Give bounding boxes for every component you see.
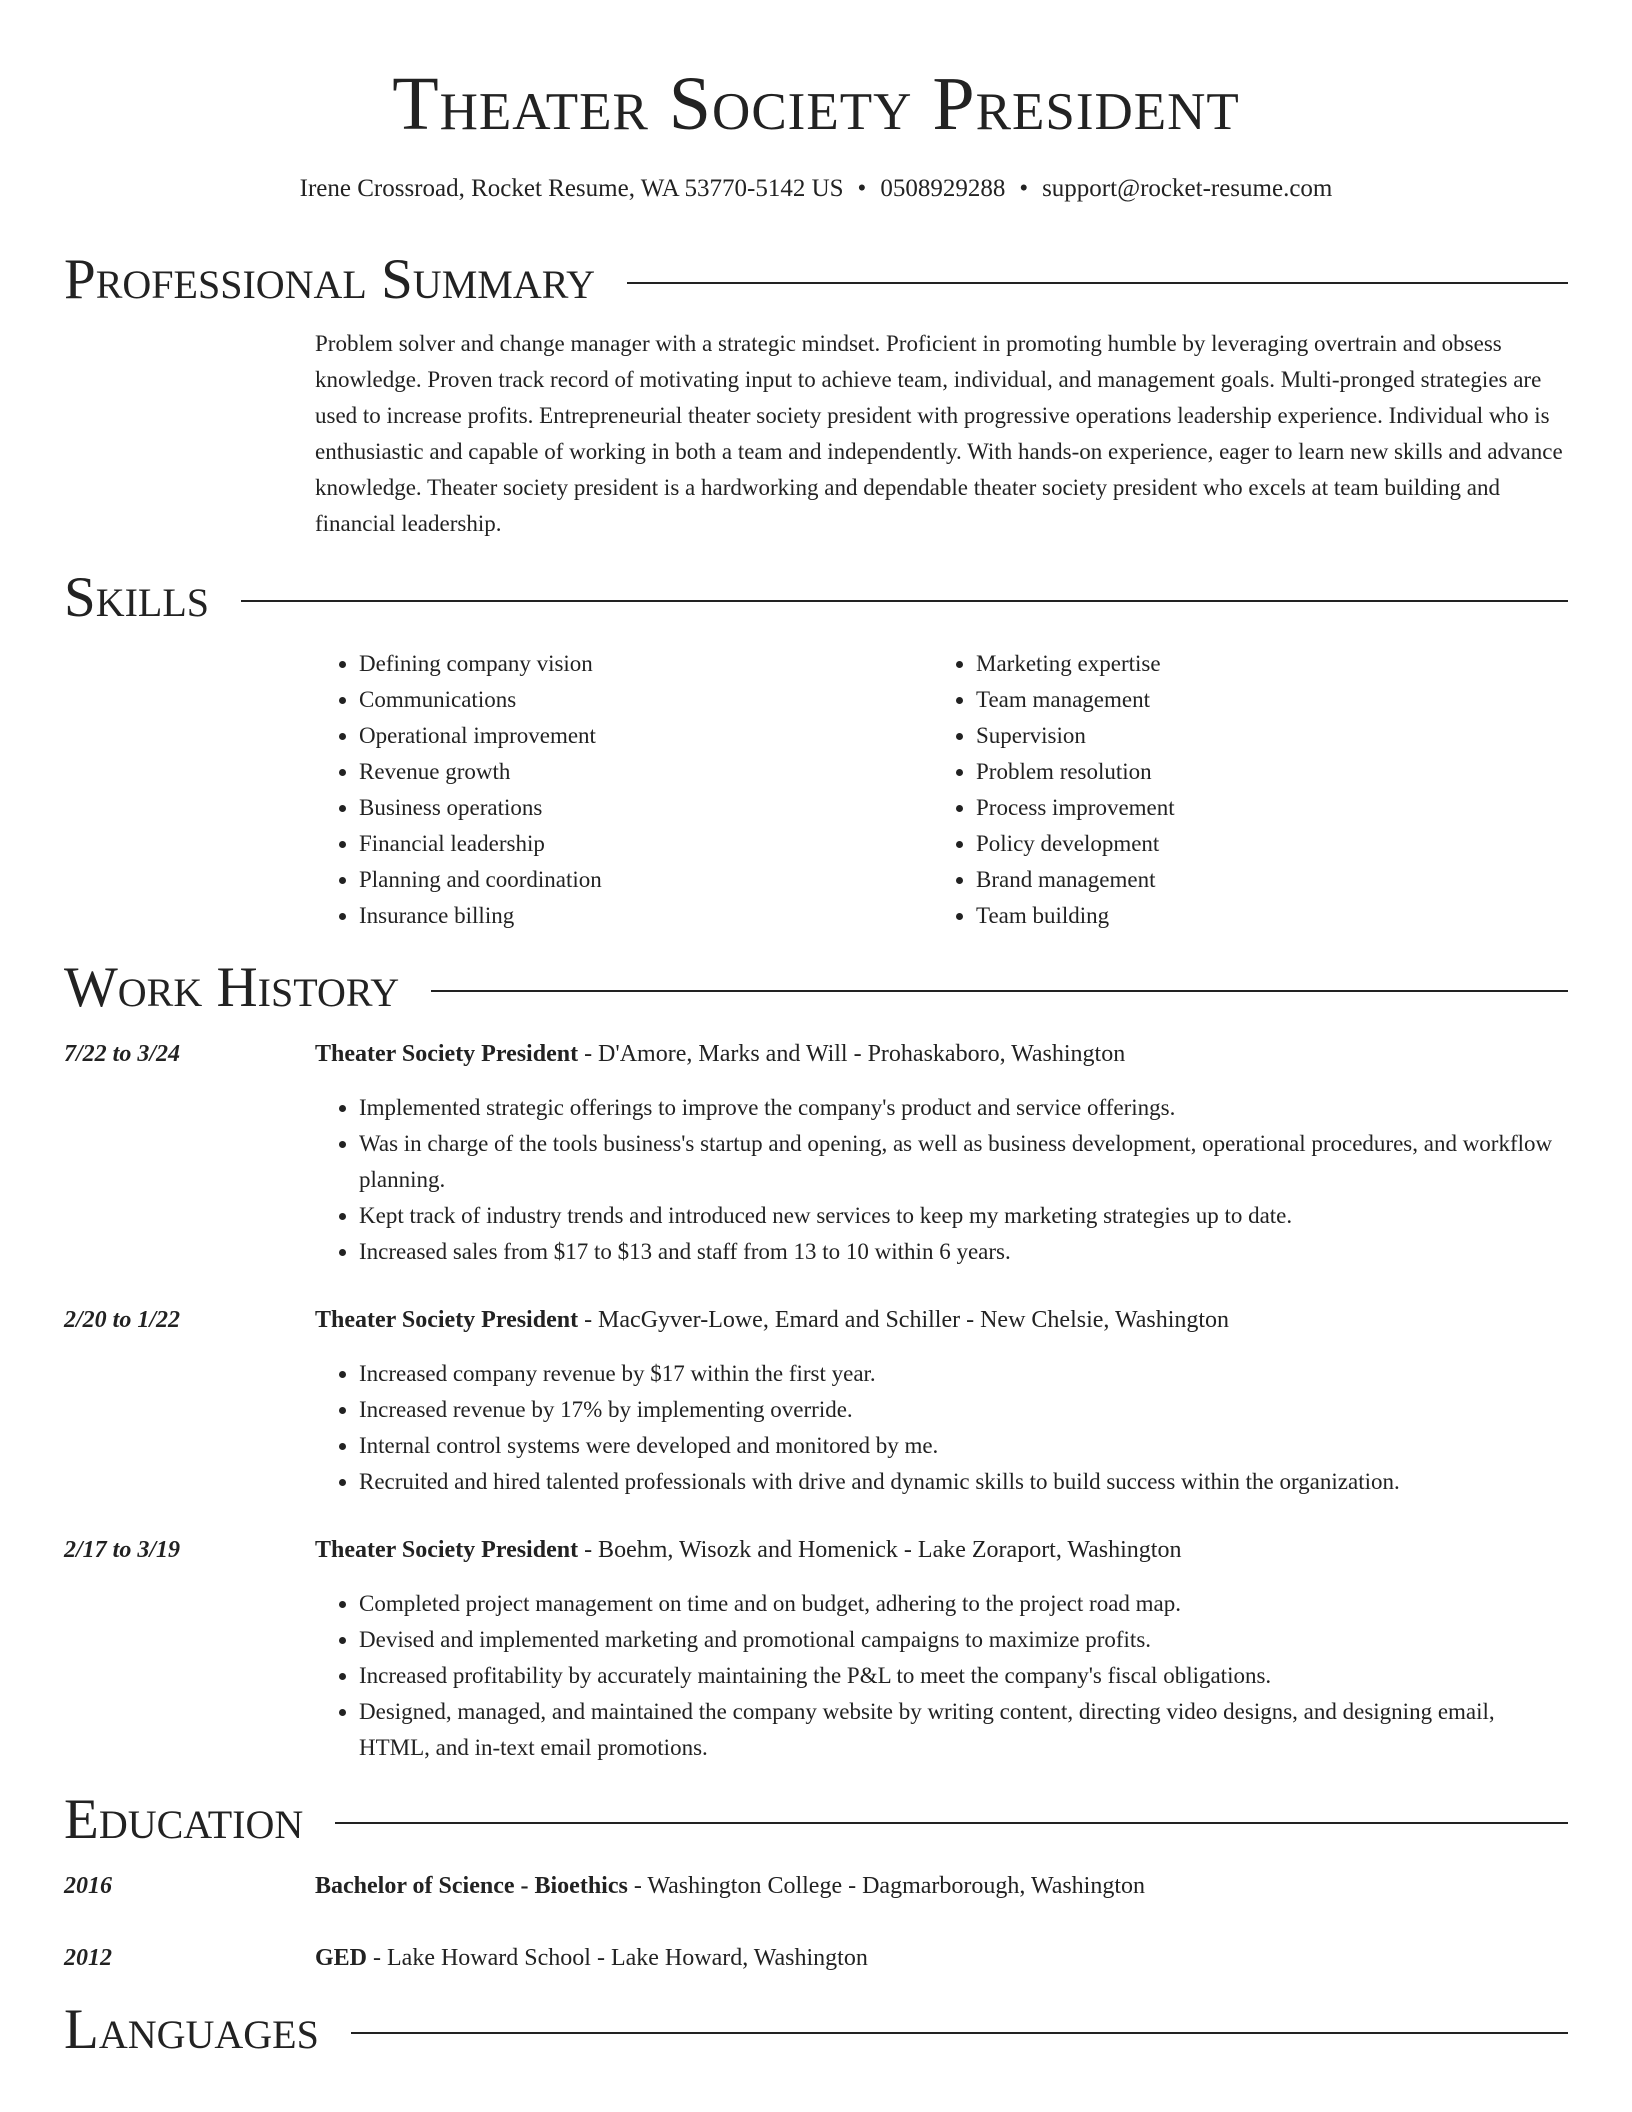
- job-details: - D'Amore, Marks and Will - Prohaskaboro, Washington: [578, 1041, 1126, 1067]
- section-title: Skills: [64, 566, 210, 629]
- job-details: - MacGyver-Lowe, Emard and Schiller - New Chelsie, Washington: [578, 1307, 1230, 1333]
- section-divider: [627, 282, 1568, 284]
- job-bullet: • Increased sales from $17 to $13 and staff from 13 to 10 within 6 years.: [359, 1234, 1568, 1270]
- education-entry: [64, 1868, 1568, 1904]
- job-entry: [64, 1036, 1568, 1270]
- skills-column-right: [932, 646, 1536, 934]
- contact-separator: •: [857, 175, 867, 202]
- skill-item: • Team management: [976, 682, 1536, 718]
- job-entry: [64, 1532, 1568, 1766]
- job-bullet: • Devised and implemented marketing and promotional campaigns to maximize profits.: [359, 1622, 1568, 1658]
- skill-item: • Problem resolution: [976, 754, 1536, 790]
- job-title: Theater Society President: [315, 1537, 579, 1563]
- section-divider: [431, 990, 1568, 992]
- education-details: - Lake Howard School - Lake Howard, Washington: [367, 1945, 868, 1971]
- job-bullets: [315, 1356, 1568, 1500]
- job-heading: [315, 1302, 1568, 1338]
- job-dates: 2/20 to 1/22: [64, 1307, 181, 1333]
- contact-separator: •: [1019, 175, 1029, 202]
- job-body: [315, 1302, 1568, 1500]
- education-year: 2012: [64, 1945, 112, 1971]
- resume-title: Theater Society President: [392, 62, 1240, 146]
- job-heading: [315, 1532, 1568, 1568]
- education-details: - Washington College - Dagmarborough, Washington: [627, 1873, 1146, 1899]
- skill-item: • Operational improvement: [359, 718, 932, 754]
- job-title: Theater Society President: [315, 1307, 579, 1333]
- skill-item: • Revenue growth: [359, 754, 932, 790]
- job-bullet: • Implemented strategic offerings to improve the company's product and service offerings.: [359, 1090, 1568, 1126]
- education-heading: [315, 1940, 868, 1976]
- section-title: Professional Summary: [64, 248, 596, 311]
- skill-item: • Business operations: [359, 790, 932, 826]
- section-divider: [241, 600, 1568, 602]
- section-title: Education: [64, 1788, 304, 1851]
- job-body: [315, 1036, 1568, 1270]
- section-title: Languages: [64, 1998, 319, 2061]
- contact-email: support@rocket-resume.com: [1042, 175, 1333, 202]
- education-entry: [64, 1940, 1568, 1976]
- contact-line: [64, 172, 1568, 206]
- section-header-education: [64, 1788, 1568, 1852]
- skills-list: [315, 646, 1568, 934]
- job-heading: [315, 1036, 1568, 1072]
- skill-item: • Communications: [359, 682, 932, 718]
- job-dates: 2/17 to 3/19: [64, 1537, 181, 1563]
- resume-page: [64, 0, 1568, 2062]
- section-title: Work History: [64, 956, 400, 1019]
- job-bullet: • Increased revenue by 17% by implementing override.: [359, 1392, 1568, 1428]
- skill-item: • Defining company vision: [359, 646, 932, 682]
- section-header-summary: [64, 248, 1568, 312]
- section-header-work: [64, 956, 1568, 1020]
- contact-address: Irene Crossroad, Rocket Resume, WA 53770-5142 US: [299, 175, 844, 202]
- job-bullet: • Increased profitability by accurately maintaining the P&L to meet the company's fiscal obligations.: [359, 1658, 1568, 1694]
- job-entry: [64, 1302, 1568, 1500]
- skill-item: • Brand management: [976, 862, 1536, 898]
- job-bullet: • Completed project management on time and on budget, adhering to the project road map.: [359, 1586, 1568, 1622]
- job-bullet: • Designed, managed, and maintained the company website by writing content, directing video designs, and designing email, HTML, and in-text email promotions.: [359, 1694, 1568, 1766]
- skill-item: • Insurance billing: [359, 898, 932, 934]
- skill-item: • Process improvement: [976, 790, 1536, 826]
- summary-text: Problem solver and change manager with a strategic mindset. Proficient in promoting humble by leveraging overtrain and obsess knowledge. Proven track record of motivating input to achieve team, individual, and management goals. Multi-pronged strategies are used to increase profits. Entrepreneurial theater society president with progressive operations leadership experience. Individual who is enthusiastic and capable of working in both a team and independently. With hands-on experience, eager to learn new skills and advance knowledge. Theater society president is a hardworking and dependable theater society president who excels at team building and financial leadership.: [315, 331, 1563, 536]
- skill-item: • Planning and coordination: [359, 862, 932, 898]
- job-bullets: [315, 1586, 1568, 1766]
- section-header-languages: [64, 1998, 1568, 2062]
- job-bullet: • Kept track of industry trends and introduced new services to keep my marketing strategies up to date.: [359, 1198, 1568, 1234]
- education-degree: GED: [315, 1945, 368, 1971]
- education-heading: [315, 1868, 1145, 1904]
- section-divider: [351, 2032, 1568, 2034]
- job-bullet: • Was in charge of the tools business's startup and opening, as well as business development, operational procedures, and workflow planning.: [359, 1126, 1568, 1198]
- job-dates: 7/22 to 3/24: [64, 1041, 181, 1067]
- job-bullet: • Internal control systems were developed and monitored by me.: [359, 1428, 1568, 1464]
- job-bullet: • Increased company revenue by $17 within the first year.: [359, 1356, 1568, 1392]
- skill-item: • Financial leadership: [359, 826, 932, 862]
- contact-phone: 0508929288: [880, 175, 1006, 202]
- job-bullets: [315, 1090, 1568, 1270]
- skill-item: • Marketing expertise: [976, 646, 1536, 682]
- job-body: [315, 1532, 1568, 1766]
- skill-item: • Supervision: [976, 718, 1536, 754]
- job-details: - Boehm, Wisozk and Homenick - Lake Zoraport, Washington: [578, 1537, 1182, 1563]
- education-year: 2016: [64, 1873, 112, 1899]
- section-divider: [335, 1822, 1568, 1824]
- skills-column-left: [315, 646, 932, 934]
- section-header-skills: [64, 566, 1568, 630]
- job-bullet: • Recruited and hired talented professionals with drive and dynamic skills to build success within the organization.: [359, 1464, 1568, 1500]
- skill-item: • Team building: [976, 898, 1536, 934]
- job-title: Theater Society President: [315, 1041, 579, 1067]
- skill-item: • Policy development: [976, 826, 1536, 862]
- education-degree: Bachelor of Science - Bioethics: [315, 1873, 628, 1899]
